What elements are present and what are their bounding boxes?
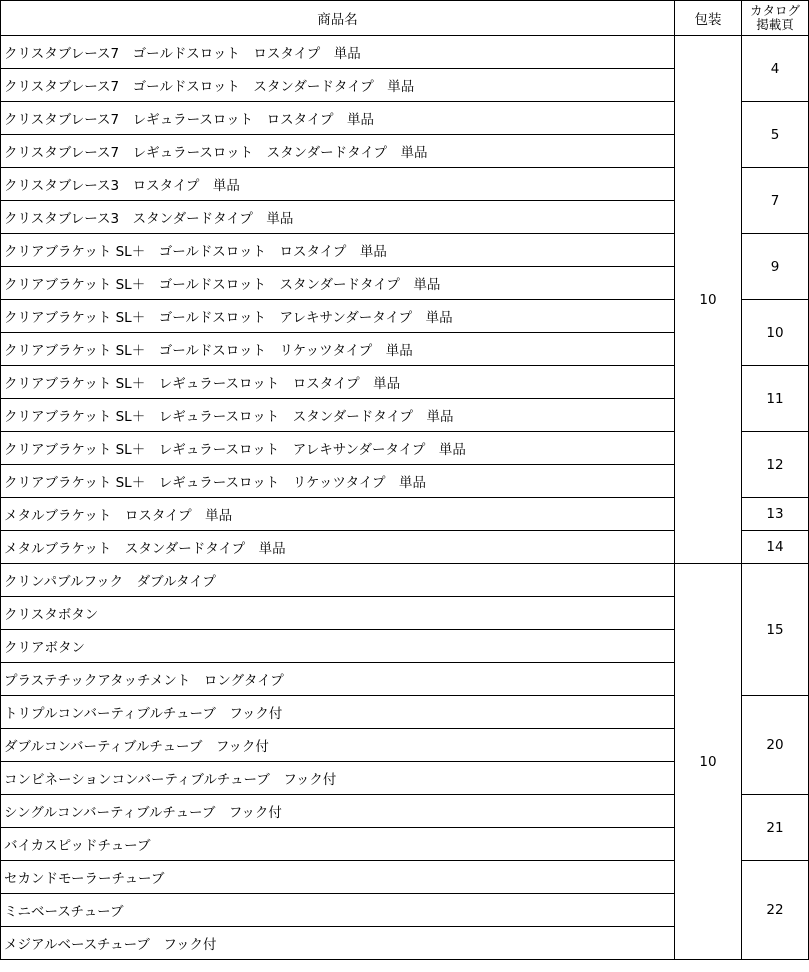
product-name-cell: コンビネーションコンバーティブルチューブ フック付 — [1, 762, 675, 795]
product-name-cell: クリスタブレース7 ゴールドスロット ロスタイプ 単品 — [1, 36, 675, 69]
product-name-cell: クリスタブレース3 ロスタイプ 単品 — [1, 168, 675, 201]
catalog-page-cell: 15 — [742, 564, 809, 696]
product-name-cell: クリスタブレース7 レギュラースロット スタンダードタイプ 単品 — [1, 135, 675, 168]
product-name-cell: クリアブラケット SL＋ ゴールドスロット リケッツタイプ 単品 — [1, 333, 675, 366]
product-name-cell: クリアブラケット SL＋ レギュラースロット リケッツタイプ 単品 — [1, 465, 675, 498]
product-name-cell: トリプルコンバーティブルチューブ フック付 — [1, 696, 675, 729]
catalog-page-cell: 7 — [742, 168, 809, 234]
product-name-cell: ダブルコンバーティブルチューブ フック付 — [1, 729, 675, 762]
product-name-cell: クリアブラケット SL＋ レギュラースロット スタンダードタイプ 単品 — [1, 399, 675, 432]
catalog-page-cell: 20 — [742, 696, 809, 795]
table-row — [1, 36, 809, 69]
product-name-cell: クリンパブルフック ダブルタイプ — [1, 564, 675, 597]
product-name-cell: クリアボタン — [1, 630, 675, 663]
table-row — [1, 564, 809, 597]
header-row — [1, 1, 809, 36]
header-catalog-page — [742, 1, 809, 36]
catalog-page-cell: 13 — [742, 498, 809, 531]
product-name-cell: クリアブラケット SL＋ ゴールドスロット スタンダードタイプ 単品 — [1, 267, 675, 300]
product-name-cell: ミニベースチューブ — [1, 894, 675, 927]
header-catalog-page-line2: 掲載頁 — [756, 17, 794, 32]
product-name-cell: クリアブラケット SL＋ ゴールドスロット ロスタイプ 単品 — [1, 234, 675, 267]
catalog-page-cell: 5 — [742, 102, 809, 168]
product-name-cell: バイカスピッドチューブ — [1, 828, 675, 861]
product-name-cell: プラステチックアタッチメント ロングタイプ — [1, 663, 675, 696]
packaging-cell: 10 — [675, 36, 742, 564]
catalog-page-cell: 21 — [742, 795, 809, 861]
header-catalog-page-line1: カタログ — [749, 3, 800, 18]
header-packaging: 包装 — [675, 1, 742, 36]
product-name-cell: セカンドモーラーチューブ — [1, 861, 675, 894]
catalog-page-cell: 22 — [742, 861, 809, 960]
product-name-cell: メジアルベースチューブ フック付 — [1, 927, 675, 960]
product-name-cell: メタルブラケット ロスタイプ 単品 — [1, 498, 675, 531]
product-name-cell: クリスタボタン — [1, 597, 675, 630]
product-name-cell: シングルコンバーティブルチューブ フック付 — [1, 795, 675, 828]
product-name-cell: クリスタブレース3 スタンダードタイプ 単品 — [1, 201, 675, 234]
product-name-cell: クリアブラケット SL＋ ゴールドスロット アレキサンダータイプ 単品 — [1, 300, 675, 333]
product-name-cell: クリスタブレース7 レギュラースロット ロスタイプ 単品 — [1, 102, 675, 135]
product-name-cell: メタルブラケット スタンダードタイプ 単品 — [1, 531, 675, 564]
product-name-cell: クリスタブレース7 ゴールドスロット スタンダードタイプ 単品 — [1, 69, 675, 102]
product-name-cell: クリアブラケット SL＋ レギュラースロット ロスタイプ 単品 — [1, 366, 675, 399]
catalog-page-cell: 4 — [742, 36, 809, 102]
packaging-cell: 10 — [675, 564, 742, 960]
catalog-page-cell: 14 — [742, 531, 809, 564]
catalog-page-cell: 10 — [742, 300, 809, 366]
catalog-page-cell: 12 — [742, 432, 809, 498]
product-name-cell: クリアブラケット SL＋ レギュラースロット アレキサンダータイプ 単品 — [1, 432, 675, 465]
catalog-page-cell: 9 — [742, 234, 809, 300]
header-product-name: 商品名 — [1, 1, 675, 36]
catalog-page-cell: 11 — [742, 366, 809, 432]
